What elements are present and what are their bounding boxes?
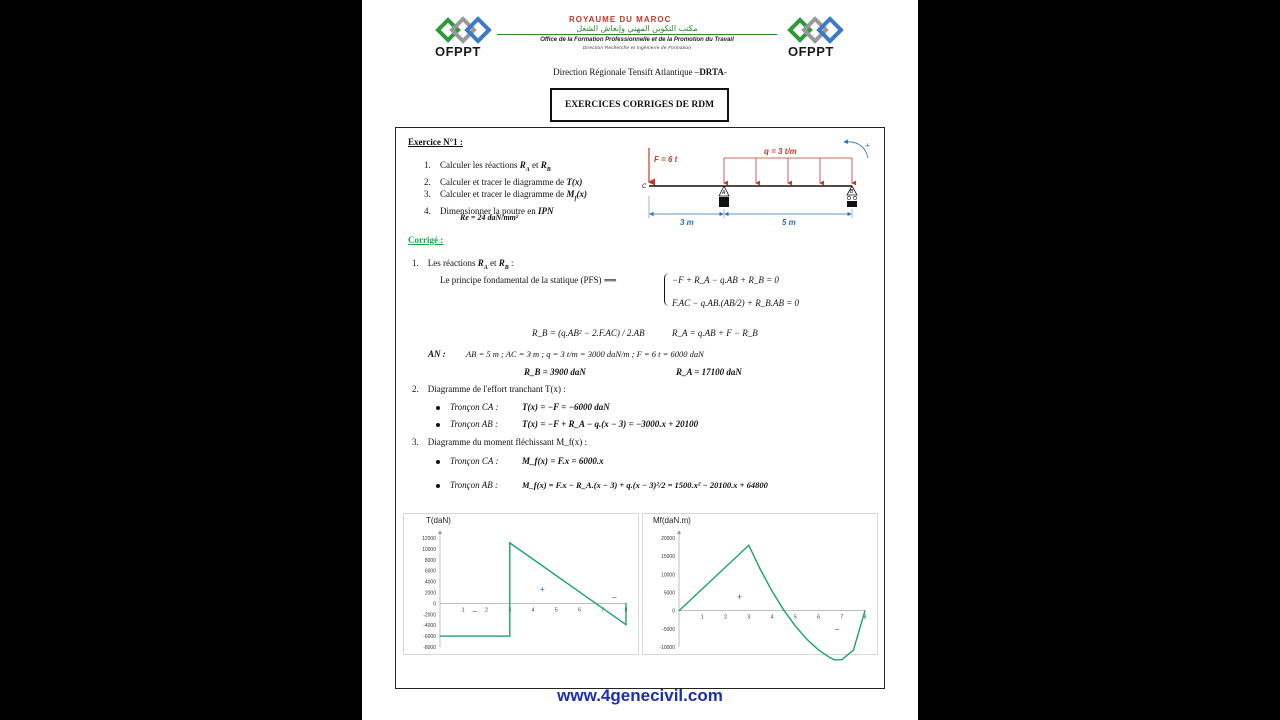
- re-value: Re = 24 daN/mm²: [460, 213, 519, 222]
- rb-result: R_B = 3900 daN: [524, 367, 586, 377]
- exercise-item: 3. Calculer et tracer le diagramme de $M_f(x)$: [424, 188, 587, 202]
- m-ab-row: Tronçon AB : M_f(x) = F.x − R_A.(x − 3) + q.(x − 3)²/2 = 1500.x² − 20100.x + 64800: [436, 480, 768, 490]
- rotation-sign: +: [865, 141, 870, 150]
- load-label: q = 3 t/m: [764, 147, 797, 156]
- drta-suffix: -: [723, 67, 727, 77]
- m-ca-row: Tronçon CA : M_f(x) = F.x = 6000.x: [436, 456, 604, 466]
- data-point: [834, 659, 835, 660]
- force-label: F = 6 t: [654, 155, 678, 164]
- moment-chart-title: Mf(daN.m): [653, 516, 691, 525]
- y-tick-label: -10000: [659, 645, 675, 651]
- point-a-label: A: [722, 190, 726, 196]
- data-point: [678, 610, 679, 611]
- exercise-item: 1. Calculer les réactions $R_A$ et $R_B$: [424, 160, 551, 173]
- page-title: EXERCICES CORRIGES DE RDM: [550, 88, 729, 122]
- ofppt-logo-right: [782, 14, 848, 59]
- y-tick-label: 12000: [422, 536, 436, 542]
- office-text: Office de la Formation Professionnelle et de la Promotion du Travail: [540, 37, 734, 43]
- pfs-intro: Le principe fondamental de la statique (PFS) ⟹: [440, 275, 617, 285]
- data-point: [818, 649, 819, 650]
- moment-chart-plot: [643, 514, 877, 654]
- y-tick-label: 10000: [422, 546, 436, 553]
- header-rule: [497, 34, 777, 35]
- t-ab-row: Tronçon AB : T(x) = −F + R_A − q.(x − 3) = −3000.x + 20100: [436, 419, 698, 429]
- x-tick-label: 8: [624, 607, 628, 614]
- data-point: [748, 545, 749, 546]
- exercise-heading: Exercice N°1 :: [408, 137, 463, 147]
- data-point: [439, 636, 440, 637]
- an-values: AB = 5 m ; AC = 3 m ; q = 3 t/m = 3000 daN/m ; F = 6 t = 6000 daN: [466, 349, 704, 359]
- shear-chart: [403, 513, 639, 655]
- rb-formula: R_B = (q.AB² − 2.F.AC) / 2.AB: [532, 328, 645, 338]
- y-tick-label: -2000: [423, 612, 436, 619]
- dim-label-1: 3 m: [680, 218, 694, 227]
- x-tick-label: 3: [508, 607, 512, 614]
- document-page: [362, 0, 918, 720]
- y-tick-label: 10000: [661, 572, 675, 579]
- series-line: [679, 545, 865, 660]
- shear-chart-plot: [404, 514, 638, 654]
- support-b-base: [847, 201, 857, 207]
- pfs-eq-1: −F + R_A − q.AB + R_B = 0: [672, 275, 779, 285]
- drta-bold: DRTA: [699, 67, 724, 77]
- x-tick-label: 7: [601, 607, 605, 614]
- load-arrows: [724, 158, 852, 183]
- x-tick-label: 5: [554, 607, 558, 614]
- sign-marker: −: [472, 606, 478, 617]
- moment-chart: [642, 513, 878, 655]
- shear-chart-title: T(daN): [426, 516, 451, 525]
- logo-right-text: OFPPT: [788, 44, 834, 59]
- y-tick-label: 4000: [424, 579, 436, 586]
- data-point: [830, 657, 831, 658]
- data-point: [509, 636, 510, 637]
- beam-diagram: [644, 136, 880, 236]
- sign-marker: −: [834, 624, 840, 635]
- data-point: [625, 624, 626, 625]
- x-tick-label: 4: [770, 614, 774, 621]
- section-1-title: 1. Les réactions $R_A$ et $R_B$ :: [412, 258, 514, 271]
- sign-marker: +: [539, 584, 545, 595]
- series-line: [440, 543, 626, 636]
- exercise-frame: [395, 127, 885, 689]
- ofppt-emblem-icon: [430, 14, 496, 46]
- support-a-base: [719, 197, 729, 207]
- data-point: [853, 650, 854, 651]
- x-tick-label: 5: [793, 614, 797, 621]
- ofppt-emblem-icon: [782, 14, 848, 46]
- y-tick-label: 6000: [424, 568, 436, 575]
- y-axis-arrow-icon: [438, 530, 442, 534]
- arabic-title: مكتب التكوين المهني وإنعاش الشغل: [576, 24, 698, 33]
- x-tick-label: 4: [531, 607, 535, 614]
- section-2-title: 2. Diagramme de l'effort tranchant T(x) :: [412, 384, 566, 394]
- sign-marker: −: [611, 592, 618, 603]
- x-tick-label: 7: [840, 614, 844, 621]
- ofppt-logo-left: [430, 14, 496, 59]
- ra-formula: R_A = q.AB + F − R_B: [672, 328, 758, 338]
- x-tick-label: 6: [817, 614, 820, 621]
- data-point: [509, 542, 510, 543]
- drta-line: [362, 67, 918, 77]
- x-tick-label: 3: [747, 614, 751, 621]
- x-tick-label: 8: [863, 614, 867, 621]
- x-tick-label: 6: [578, 607, 581, 614]
- y-axis-arrow-icon: [677, 530, 681, 534]
- y-tick-label: 5000: [663, 590, 675, 597]
- y-tick-label: -8000: [423, 645, 436, 651]
- y-tick-label: 0: [433, 601, 436, 608]
- ra-result: R_A = 17100 daN: [676, 367, 742, 377]
- sign-marker: +: [736, 591, 743, 602]
- drta-prefix: Direction Régionale Tensift Atlantique –: [553, 67, 700, 77]
- exercise-item: 2. Calculer et tracer le diagramme de T(x): [424, 176, 583, 187]
- y-tick-label: 8000: [424, 557, 436, 564]
- y-tick-label: 15000: [661, 554, 675, 561]
- direction-text: Direction Recherche et Ingénierie de Formation: [582, 45, 692, 50]
- corrige-heading: Corrigé :: [408, 235, 444, 245]
- y-tick-label: -6000: [423, 634, 436, 641]
- data-point: [783, 609, 784, 610]
- x-tick-label: 1: [700, 614, 704, 621]
- x-tick-label: 1: [461, 607, 465, 614]
- data-point: [864, 610, 865, 611]
- y-tick-label: 0: [672, 608, 675, 615]
- t-ca-row: Tronçon CA : T(x) = −F = −6000 daN: [436, 402, 610, 412]
- data-point: [760, 569, 761, 570]
- point-b-label: B: [850, 189, 854, 195]
- data-point: [806, 639, 807, 640]
- point-c-label: C: [642, 184, 647, 190]
- data-point: [795, 625, 796, 626]
- y-tick-label: 20000: [661, 536, 675, 542]
- an-label: AN :: [428, 349, 446, 359]
- y-tick-label: -4000: [423, 623, 436, 630]
- footer-link[interactable]: www.4genecivil.com: [557, 686, 723, 705]
- data-point: [625, 603, 626, 604]
- exercise-list: [424, 159, 587, 217]
- y-tick-label: 2000: [424, 590, 436, 597]
- data-point: [841, 659, 842, 660]
- section-3-title: 3. Diagramme du moment fléchissant M_f(x) :: [412, 437, 587, 447]
- royaume-text: ROYAUME DU MAROC: [569, 15, 672, 24]
- exercise-item: 4. Dimensionner la poutre en IPN: [424, 205, 554, 216]
- pfs-eq-2: F.AC − q.AB.(AB/2) + R_B.AB = 0: [672, 298, 800, 308]
- y-tick-label: -5000: [662, 626, 675, 633]
- dim-label-2: 5 m: [782, 218, 796, 227]
- x-tick-label: 2: [724, 614, 727, 621]
- data-point: [771, 590, 772, 591]
- pfs-brace: [664, 273, 669, 306]
- logo-left-text: OFPPT: [435, 44, 481, 59]
- x-tick-label: 2: [485, 607, 488, 614]
